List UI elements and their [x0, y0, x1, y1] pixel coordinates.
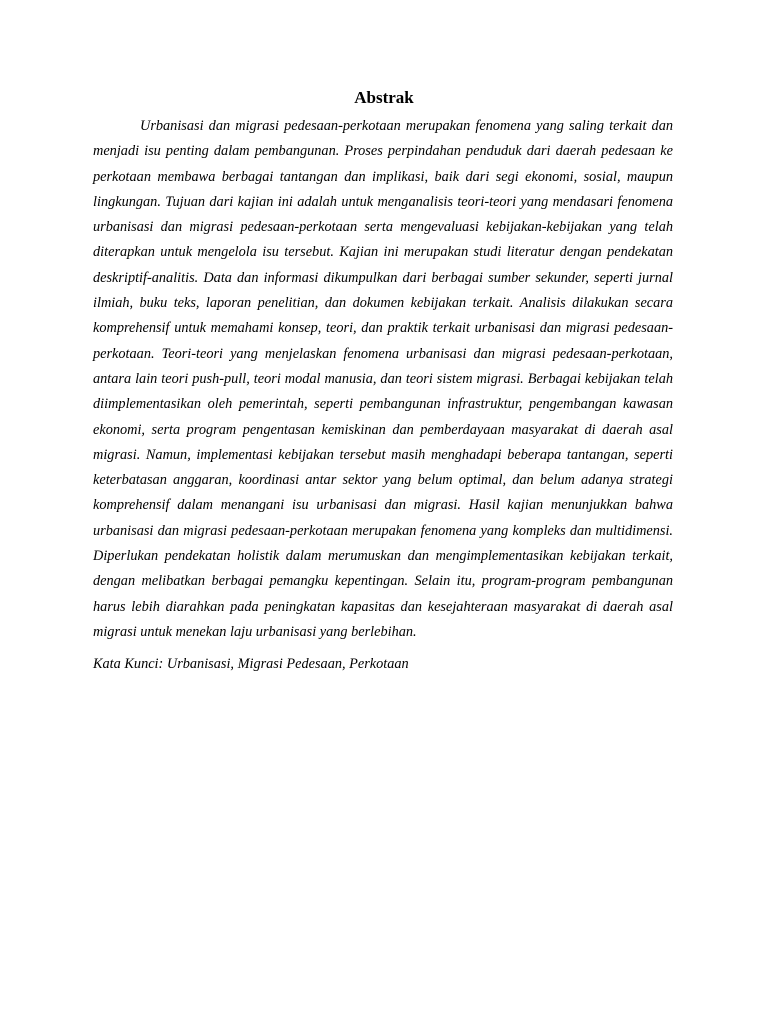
abstract-section [93, 86, 673, 675]
abstract-title: Abstrak [354, 88, 414, 107]
abstract-body: Urbanisasi dan migrasi pedesaan-perkotaan merupakan fenomena yang saling terkait dan menjadi isu penting dalam pembangunan. Proses perpindahan penduduk dari daerah pedesaan ke perkotaan membawa berbagai tantangan dan implikasi, baik dari segi ekonomi, sosial, maupun lingkungan. Tujuan dari kajian ini adalah untuk menganalisis teori-teori yang mendasari fenomena urbanisasi dan migrasi pedesaan-perkotaan serta mengevaluasi kebijakan-kebijakan yang telah diterapkan untuk mengelola isu tersebut. Kajian ini merupakan studi literatur dengan pendekatan deskriptif-analitis. Data dan informasi dikumpulkan dari berbagai sumber sekunder, seperti jurnal ilmiah, buku teks, laporan penelitian, dan dokumen kebijakan terkait. Analisis dilakukan secara komprehensif untuk memahami konsep, teori, dan praktik terkait urbanisasi dan migrasi pedesaan-perkotaan. Teori-teori yang menjelaskan fenomena urbanisasi dan migrasi pedesaan-perkotaan, antara lain teori push-pull, teori modal manusia, dan teori sistem migrasi. Berbagai kebijakan telah diimplementasikan oleh pemerintah, seperti pembangunan infrastruktur, pengembangan kawasan ekonomi, serta program pengentasan kemiskinan dan pemberdayaan masyarakat di daerah asal migrasi. Namun, implementasi kebijakan tersebut masih menghadapi beberapa tantangan, seperti keterbatasan anggaran, koordinasi antar sektor yang belum optimal, dan belum adanya strategi komprehensif dalam menangani isu urbanisasi dan migrasi. Hasil kajian menunjukkan bahwa urbanisasi dan migrasi pedesaan-perkotaan merupakan fenomena yang kompleks dan multidimensi. Diperlukan pendekatan holistik dalam merumuskan dan mengimplementasikan kebijakan terkait, dengan melibatkan berbagai pemangku kepentingan. Selain itu, program-program pembangunan harus lebih diarahkan pada peningkatan kapasitas dan kesejahteraan masyarakat di daerah asal migrasi untuk menekan laju urbanisasi yang berlebihan. [93, 118, 673, 640]
keywords-line: Kata Kunci: Urbanisasi, Migrasi Pedesaan, Perkotaan [93, 656, 409, 673]
